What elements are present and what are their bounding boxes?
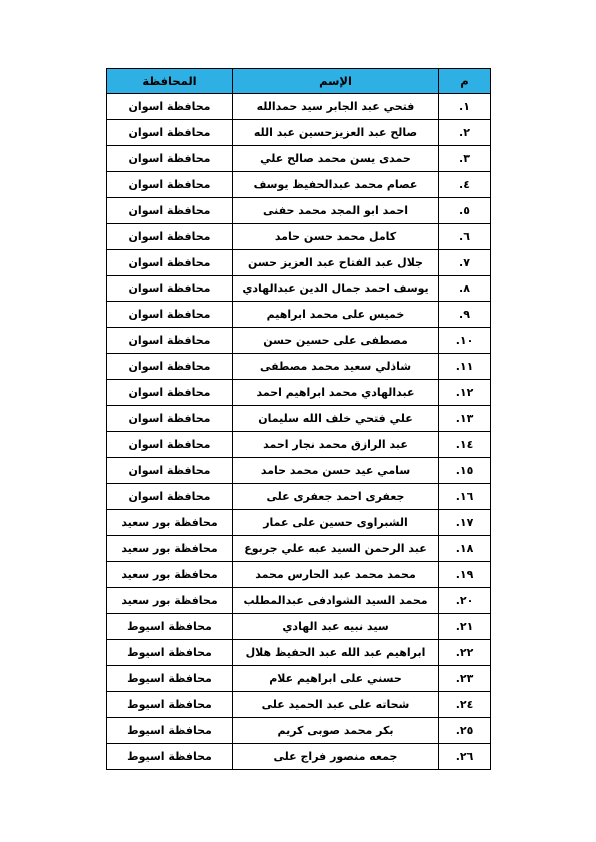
row-name: سامي عيد حسن محمد حامد	[233, 458, 439, 484]
header-governorate: المحافظة	[107, 69, 233, 94]
table-row	[107, 94, 491, 120]
table-row	[107, 432, 491, 458]
row-name: جمعه منصور فراج على	[233, 744, 439, 770]
row-governorate: محافظة اسيوط	[107, 640, 233, 666]
table-row	[107, 406, 491, 432]
row-name: شاذلي سعيد محمد مصطفى	[233, 354, 439, 380]
row-governorate: محافظة اسوان	[107, 172, 233, 198]
row-governorate: محافظة اسوان	[107, 120, 233, 146]
row-name: الشبراوى حسين على عمار	[233, 510, 439, 536]
row-number: .٩	[439, 302, 491, 328]
header-name: الإسم	[233, 69, 439, 94]
row-name: فتحي عبد الجابر سيد حمدالله	[233, 94, 439, 120]
row-governorate: محافظة اسيوط	[107, 614, 233, 640]
row-name: عبد الرحمن السيد عبه علي جربوع	[233, 536, 439, 562]
row-governorate: محافظة اسوان	[107, 250, 233, 276]
row-number: .١٩	[439, 562, 491, 588]
table-row	[107, 510, 491, 536]
row-number: .١٠	[439, 328, 491, 354]
row-name: محمد السيد الشوادفى عبدالمطلب	[233, 588, 439, 614]
row-number: .١٨	[439, 536, 491, 562]
row-number: .٢١	[439, 614, 491, 640]
row-number: .٢٥	[439, 718, 491, 744]
row-governorate: محافظة بور سعيد	[107, 536, 233, 562]
table-row	[107, 120, 491, 146]
row-number: .٢٢	[439, 640, 491, 666]
row-number: .١٥	[439, 458, 491, 484]
row-name: عصام محمد عبدالحفيظ يوسف	[233, 172, 439, 198]
row-number: .٤	[439, 172, 491, 198]
row-name: عبدالهادي محمد ابراهيم احمد	[233, 380, 439, 406]
table-row	[107, 562, 491, 588]
table-row	[107, 666, 491, 692]
table-row	[107, 484, 491, 510]
table-row	[107, 328, 491, 354]
row-governorate: محافظة اسوان	[107, 146, 233, 172]
row-name: كامل محمد حسن حامد	[233, 224, 439, 250]
row-number: .٢	[439, 120, 491, 146]
table-row	[107, 198, 491, 224]
row-number: .٢٣	[439, 666, 491, 692]
row-name: احمد ابو المجد محمد حفنى	[233, 198, 439, 224]
table-header	[107, 69, 491, 94]
table-row	[107, 744, 491, 770]
table-body	[107, 94, 491, 770]
table-row	[107, 250, 491, 276]
row-number: .١٢	[439, 380, 491, 406]
row-number: .١١	[439, 354, 491, 380]
row-number: .٦	[439, 224, 491, 250]
table-row	[107, 614, 491, 640]
row-number: .٥	[439, 198, 491, 224]
row-name: جعفرى احمد جعفرى على	[233, 484, 439, 510]
table-row	[107, 276, 491, 302]
row-governorate: محافظة اسوان	[107, 276, 233, 302]
table-row	[107, 354, 491, 380]
row-governorate: محافظة اسيوط	[107, 718, 233, 744]
row-name: محمد محمد عبد الحارس محمد	[233, 562, 439, 588]
row-governorate: محافظة اسيوط	[107, 744, 233, 770]
row-name: علي فتحي خلف الله سليمان	[233, 406, 439, 432]
row-name: حسني على ابراهيم علام	[233, 666, 439, 692]
row-name: صالح عبد العزيزحسين عبد الله	[233, 120, 439, 146]
table-row	[107, 172, 491, 198]
header-number: م	[439, 69, 491, 94]
row-number: .١٣	[439, 406, 491, 432]
row-governorate: محافظة اسوان	[107, 484, 233, 510]
row-name: شحاته على عبد الحميد على	[233, 692, 439, 718]
row-name: عبد الرازق محمد نجار احمد	[233, 432, 439, 458]
row-name: ابراهيم عبد الله عبد الحفيظ هلال	[233, 640, 439, 666]
row-governorate: محافظة اسوان	[107, 94, 233, 120]
row-governorate: محافظة اسوان	[107, 380, 233, 406]
row-number: .١٤	[439, 432, 491, 458]
row-name: مصطفى على حسين حسن	[233, 328, 439, 354]
row-number: .١٧	[439, 510, 491, 536]
row-name: سيد نبيه عبد الهادي	[233, 614, 439, 640]
table-row	[107, 588, 491, 614]
row-governorate: محافظة اسوان	[107, 354, 233, 380]
table-row	[107, 224, 491, 250]
row-governorate: محافظة اسوان	[107, 302, 233, 328]
table-row	[107, 458, 491, 484]
row-number: .١٦	[439, 484, 491, 510]
row-governorate: محافظة اسيوط	[107, 692, 233, 718]
row-governorate: محافظة اسوان	[107, 432, 233, 458]
row-number: .١	[439, 94, 491, 120]
row-number: .٢٤	[439, 692, 491, 718]
row-number: .٨	[439, 276, 491, 302]
table-row	[107, 302, 491, 328]
header-row	[107, 69, 491, 94]
row-name: حمدى يسن محمد صالح علي	[233, 146, 439, 172]
row-number: .٢٦	[439, 744, 491, 770]
table-row	[107, 380, 491, 406]
table-row	[107, 146, 491, 172]
row-number: .٢٠	[439, 588, 491, 614]
row-governorate: محافظة بور سعيد	[107, 588, 233, 614]
table-row	[107, 718, 491, 744]
row-name: جلال عبد الفتاح عبد العزيز حسن	[233, 250, 439, 276]
table-row	[107, 692, 491, 718]
names-table	[106, 68, 491, 770]
row-name: بكر محمد صوبى كريم	[233, 718, 439, 744]
row-governorate: محافظة اسوان	[107, 224, 233, 250]
table-row	[107, 640, 491, 666]
row-governorate: محافظة بور سعيد	[107, 510, 233, 536]
row-governorate: محافظة اسوان	[107, 458, 233, 484]
row-governorate: محافظة بور سعيد	[107, 562, 233, 588]
row-governorate: محافظة اسوان	[107, 406, 233, 432]
row-name: خميس على محمد ابراهيم	[233, 302, 439, 328]
row-number: .٣	[439, 146, 491, 172]
row-name: يوسف احمد جمال الدين عبدالهادي	[233, 276, 439, 302]
row-governorate: محافظة اسيوط	[107, 666, 233, 692]
row-governorate: محافظة اسوان	[107, 328, 233, 354]
row-number: .٧	[439, 250, 491, 276]
table-row	[107, 536, 491, 562]
row-governorate: محافظة اسوان	[107, 198, 233, 224]
